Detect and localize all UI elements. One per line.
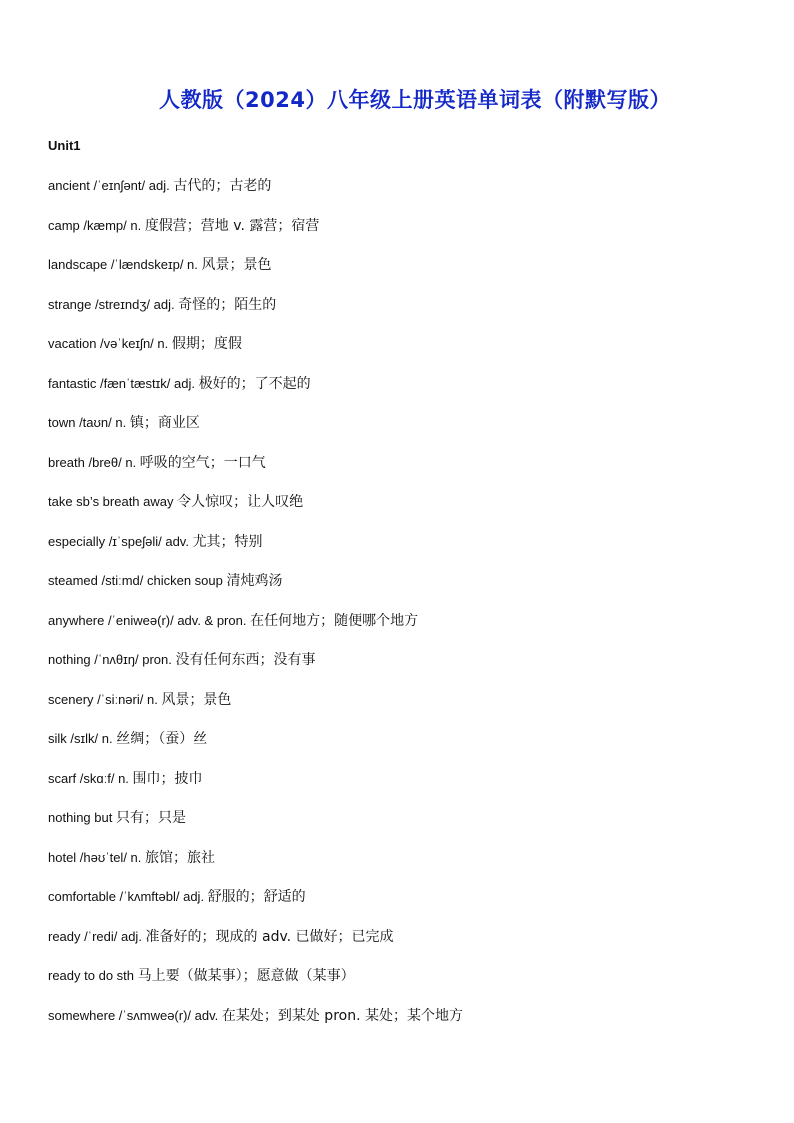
entry-english: silk /sɪlk/ n. <box>48 731 117 746</box>
entry-chinese: 没有任何东西；没有事 <box>175 652 316 668</box>
entry-english: ancient /ˈeɪnʃənt/ adj. <box>48 178 174 193</box>
entry-english: breath /breθ/ n. <box>48 454 140 470</box>
entry-english: hotel /həʊˈtel/ n. <box>48 849 145 865</box>
vocabulary-entry <box>48 295 768 335</box>
entry-english: vacation /vəˈkeɪʃn/ n. <box>48 336 172 351</box>
vocabulary-entry <box>48 887 768 927</box>
entry-english: ready /ˈredi/ adj. <box>48 928 146 944</box>
vocabulary-entry <box>48 374 768 414</box>
entry-english: somewhere /ˈsʌmweə(r)/ adv. <box>48 1007 222 1023</box>
vocabulary-entry <box>48 1006 768 1046</box>
entry-english: strange /streɪndʒ/ adj. <box>48 296 179 312</box>
vocabulary-entry <box>48 176 768 216</box>
entry-english: take sb’s breath away <box>48 494 178 509</box>
entry-chinese: 围巾；披巾 <box>132 770 203 787</box>
vocabulary-entry <box>48 769 768 809</box>
entry-chinese: 清炖鸡汤 <box>226 573 283 589</box>
entry-chinese: 在某处；到某处 pron. 某处；某个地方 <box>221 1007 463 1024</box>
entry-chinese: 古代的；古老的 <box>173 178 272 194</box>
vocabulary-entry <box>48 611 768 651</box>
entry-english: ready to do sth <box>48 968 138 983</box>
vocabulary-entry <box>48 334 768 374</box>
vocabulary-entry <box>48 255 768 295</box>
document-title: 人教版（2024）八年级上册英语单词表（附默写版） <box>159 88 671 112</box>
entry-english: nothing /ˈnʌθɪŋ/ pron. <box>48 652 176 667</box>
entry-english: camp /kæmp/ n. <box>48 217 145 233</box>
entry-chinese: 只有；只是 <box>115 810 186 826</box>
vocabulary-entry <box>48 966 768 1006</box>
entry-english: comfortable /ˈkʌmftəbl/ adj. <box>48 889 208 904</box>
entry-chinese: 呼吸的空气；一口气 <box>139 454 266 471</box>
entry-english: landscape /ˈlændskeɪp/ n. <box>48 257 202 272</box>
entry-english: steamed /stiːmd/ chicken soup <box>48 573 227 588</box>
vocabulary-entry <box>48 532 768 572</box>
vocabulary-entry <box>48 216 768 256</box>
entry-chinese: 风景；景色 <box>161 691 232 708</box>
vocabulary-entry <box>48 808 768 848</box>
entry-english: fantastic /fænˈtæstɪk/ adj. <box>48 375 199 391</box>
vocabulary-list <box>48 176 768 1045</box>
vocabulary-entry <box>48 690 768 730</box>
entry-chinese: 极好的；了不起的 <box>198 375 311 392</box>
entry-chinese: 令人惊叹；让人叹绝 <box>177 494 304 510</box>
entry-chinese: 假期；度假 <box>171 336 242 352</box>
entry-english: anywhere /ˈeniweə(r)/ adv. & pron. <box>48 612 251 628</box>
vocabulary-entry <box>48 413 768 453</box>
entry-chinese: 奇怪的；陌生的 <box>178 296 277 313</box>
entry-english: scarf /skɑːf/ n. <box>48 770 133 786</box>
entry-chinese: 尤其；特别 <box>192 533 263 550</box>
entry-chinese: 度假营；营地 v. 露营；宿营 <box>144 217 320 234</box>
vocabulary-entry <box>48 927 768 967</box>
vocabulary-entry <box>48 650 768 690</box>
vocabulary-entry <box>48 848 768 888</box>
entry-english: especially /ɪˈspeʃəli/ adv. <box>48 533 193 549</box>
entry-english: town /taʊn/ n. <box>48 415 130 430</box>
vocabulary-entry <box>48 453 768 493</box>
entry-chinese: 旅馆；旅社 <box>145 849 215 866</box>
vocabulary-entry <box>48 571 768 611</box>
entry-chinese: 风景；景色 <box>201 257 272 273</box>
entry-chinese: 舒服的；舒适的 <box>207 889 306 905</box>
entry-english: scenery /ˈsiːnəri/ n. <box>48 691 162 707</box>
entry-chinese: 准备好的；现成的 adv. 已做好；已完成 <box>145 928 394 945</box>
vocabulary-entry <box>48 729 768 769</box>
entry-chinese: 在任何地方；随便哪个地方 <box>250 612 419 629</box>
entry-english: nothing but <box>48 810 116 825</box>
entry-chinese: 镇；商业区 <box>129 415 200 431</box>
entry-chinese: 丝绸；（蚕）丝 <box>116 731 208 747</box>
entry-chinese: 马上要（做某事）；愿意做（某事） <box>137 968 355 984</box>
vocabulary-entry <box>48 492 768 532</box>
unit-heading: Unit1 <box>48 138 81 153</box>
